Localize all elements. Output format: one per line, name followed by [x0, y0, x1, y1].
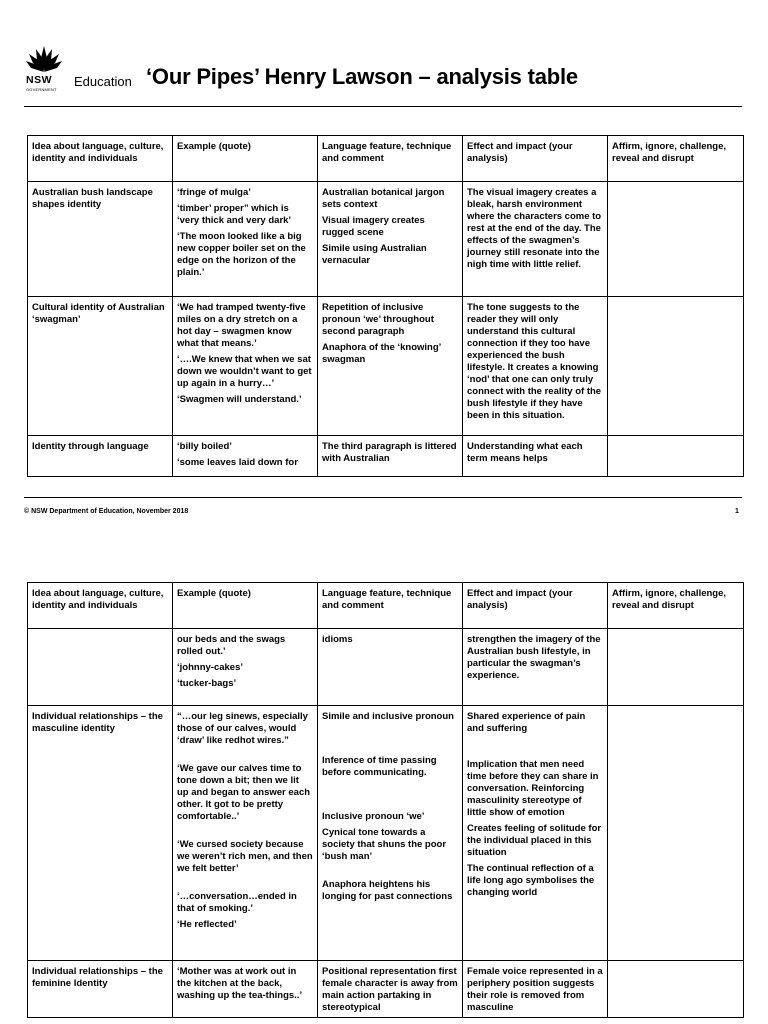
column-header: Affirm, ignore, challenge, reveal and disrupt — [608, 583, 744, 629]
quote-cell — [173, 297, 318, 436]
table-header-row — [28, 583, 744, 629]
analysis-table-page-1 — [27, 135, 744, 477]
feature-text: Inference of time passing before communicating. — [322, 755, 437, 778]
effect-text: Implication that men need time before they can share in conversation. Reinforcing masculinity stereotype of little show of emotion — [467, 759, 599, 818]
affirm-cell — [608, 182, 744, 297]
quote-text: ‘….We knew that when we sat down we wouldn’t want to get up again in a hurry…’ — [177, 354, 312, 389]
feature-cell — [318, 182, 463, 297]
quote-cell — [173, 436, 318, 477]
quote-text: ‘timber’ proper” which is ‘very thick and very dark’ — [177, 203, 292, 226]
column-header: Idea about language, culture, identity and individuals — [28, 136, 173, 182]
affirm-cell — [608, 706, 744, 961]
effect-text: Shared experience of pain and suffering — [467, 711, 586, 734]
effect-cell: The tone suggests to the reader they will only understand this cultural connection if they too have experienced the bush lifestyle. It creates a knowing ‘nod’ that one can only truly connect with the reality of the bush lifestyle if they have been in this situation. — [463, 297, 608, 436]
table-row — [28, 706, 744, 961]
feature-text: Repetition of inclusive pronoun ‘we’ throughout second paragraph — [322, 302, 434, 337]
feature-text: Visual imagery creates rugged scene — [322, 215, 425, 238]
feature-text: Simile using Australian vernacular — [322, 243, 427, 266]
table-row — [28, 297, 744, 436]
idea-cell — [28, 629, 173, 706]
feature-text: Anaphora of the ‘knowing’ swagman — [322, 342, 441, 365]
column-header: Example (quote) — [173, 583, 318, 629]
quote-text: ‘We had tramped twenty-five miles on a dry stretch on a hot day – swagmen know what that means.’ — [177, 302, 306, 349]
table-row — [28, 961, 744, 1018]
quote-text: our beds and the swags rolled out.’ — [177, 634, 286, 657]
logo-text: NSW — [26, 74, 52, 86]
quote-text: ‘johnny-cakes’ — [177, 662, 243, 673]
table-row — [28, 182, 744, 297]
footer-divider — [24, 497, 742, 498]
table-row — [28, 629, 744, 706]
quote-text: ‘We cursed society because we weren’t rich men, and then we felt better’ — [177, 839, 313, 874]
column-header: Idea about language, culture, identity and individuals — [28, 583, 173, 629]
idea-cell: Individual relationships – the masculine identity — [28, 706, 173, 961]
quote-cell — [173, 706, 318, 961]
quote-cell — [173, 629, 318, 706]
logo-subtext: GOVERNMENT — [26, 87, 57, 92]
page-header — [24, 44, 744, 96]
quote-text: ‘He reflected’ — [177, 919, 237, 930]
column-header: Affirm, ignore, challenge, reveal and disrupt — [608, 136, 744, 182]
header-divider — [24, 106, 742, 107]
quote-text: ‘Swagmen will understand.’ — [177, 394, 302, 405]
idea-cell: Individual relationships – the feminine Identity — [28, 961, 173, 1018]
copyright-footer: © NSW Department of Education, November 2018 — [24, 508, 189, 515]
affirm-cell — [608, 297, 744, 436]
feature-text: Inclusive pronoun ‘we’ — [322, 811, 425, 822]
effect-text: The continual reflection of a life long ago symbolises the changing world — [467, 863, 595, 898]
org-name: Education — [74, 74, 132, 89]
waratah-icon — [24, 44, 64, 74]
quote-text: ‘…conversation…ended in that of smoking.’ — [177, 891, 297, 914]
quote-text: ‘fringe of mulga’ — [177, 187, 251, 198]
effect-cell: Understanding what each term means helps — [463, 436, 608, 477]
effect-text: Creates feeling of solitude for the individual placed in this situation — [467, 823, 602, 858]
effect-cell: Female voice represented in a periphery position suggests their role is removed from masculine — [463, 961, 608, 1018]
quote-text: ‘We gave our calves time to tone down a bit; then we lit up and began to answer each other. It got to be pretty comfortable..’ — [177, 763, 311, 822]
column-header: Language feature, technique and comment — [318, 136, 463, 182]
column-header: Effect and impact (your analysis) — [463, 583, 608, 629]
quote-cell: ‘Mother was at work out in the kitchen at the back, washing up the tea-things..’ — [173, 961, 318, 1018]
quote-text: ‘tucker-bags’ — [177, 678, 237, 689]
quote-text: ‘billy boiled’ — [177, 441, 232, 452]
affirm-cell — [608, 961, 744, 1018]
column-header: Effect and impact (your analysis) — [463, 136, 608, 182]
quote-text: “…our leg sinews, especially those of our calves, would ‘draw’ like redhot wires.” — [177, 711, 308, 746]
idea-cell: Identity through language — [28, 436, 173, 477]
idea-cell: Australian bush landscape shapes identity — [28, 182, 173, 297]
feature-text: Simile and inclusive pronoun — [322, 711, 454, 722]
feature-text: Australian botanical jargon sets context — [322, 187, 445, 210]
quote-cell — [173, 182, 318, 297]
feature-cell: Positional representation first female character is away from main action partaking in stereotypical — [318, 961, 463, 1018]
affirm-cell — [608, 436, 744, 477]
table-row — [28, 436, 744, 477]
idea-cell: Cultural identity of Australian ‘swagman’ — [28, 297, 173, 436]
feature-cell: idioms — [318, 629, 463, 706]
quote-text: ‘The moon looked like a big new copper boiler set on the edge on the horizon of the plain.’ — [177, 231, 306, 278]
nsw-logo — [24, 44, 64, 96]
feature-text: Anaphora heightens his longing for past connections — [322, 879, 453, 902]
table-header-row — [28, 136, 744, 182]
feature-cell — [318, 706, 463, 961]
effect-cell — [463, 706, 608, 961]
page-title: ‘Our Pipes’ Henry Lawson – analysis table — [146, 64, 578, 89]
affirm-cell — [608, 629, 744, 706]
page-number: 1 — [735, 508, 739, 515]
effect-cell: The visual imagery creates a bleak, harsh environment where the characters come to rest at the end of the day. The effects of the swagmen’s journey still resonate into the nigh time with little relief. — [463, 182, 608, 297]
feature-cell — [318, 297, 463, 436]
effect-cell: strengthen the imagery of the Australian bush lifestyle, in particular the swagman’s experience. — [463, 629, 608, 706]
analysis-table-page-2 — [27, 582, 744, 1018]
quote-text: ‘some leaves laid down for — [177, 457, 298, 468]
feature-text: Cynical tone towards a society that shuns the poor ‘bush man’ — [322, 827, 447, 862]
feature-cell: The third paragraph is littered with Australian — [318, 436, 463, 477]
column-header: Language feature, technique and comment — [318, 583, 463, 629]
column-header: Example (quote) — [173, 136, 318, 182]
